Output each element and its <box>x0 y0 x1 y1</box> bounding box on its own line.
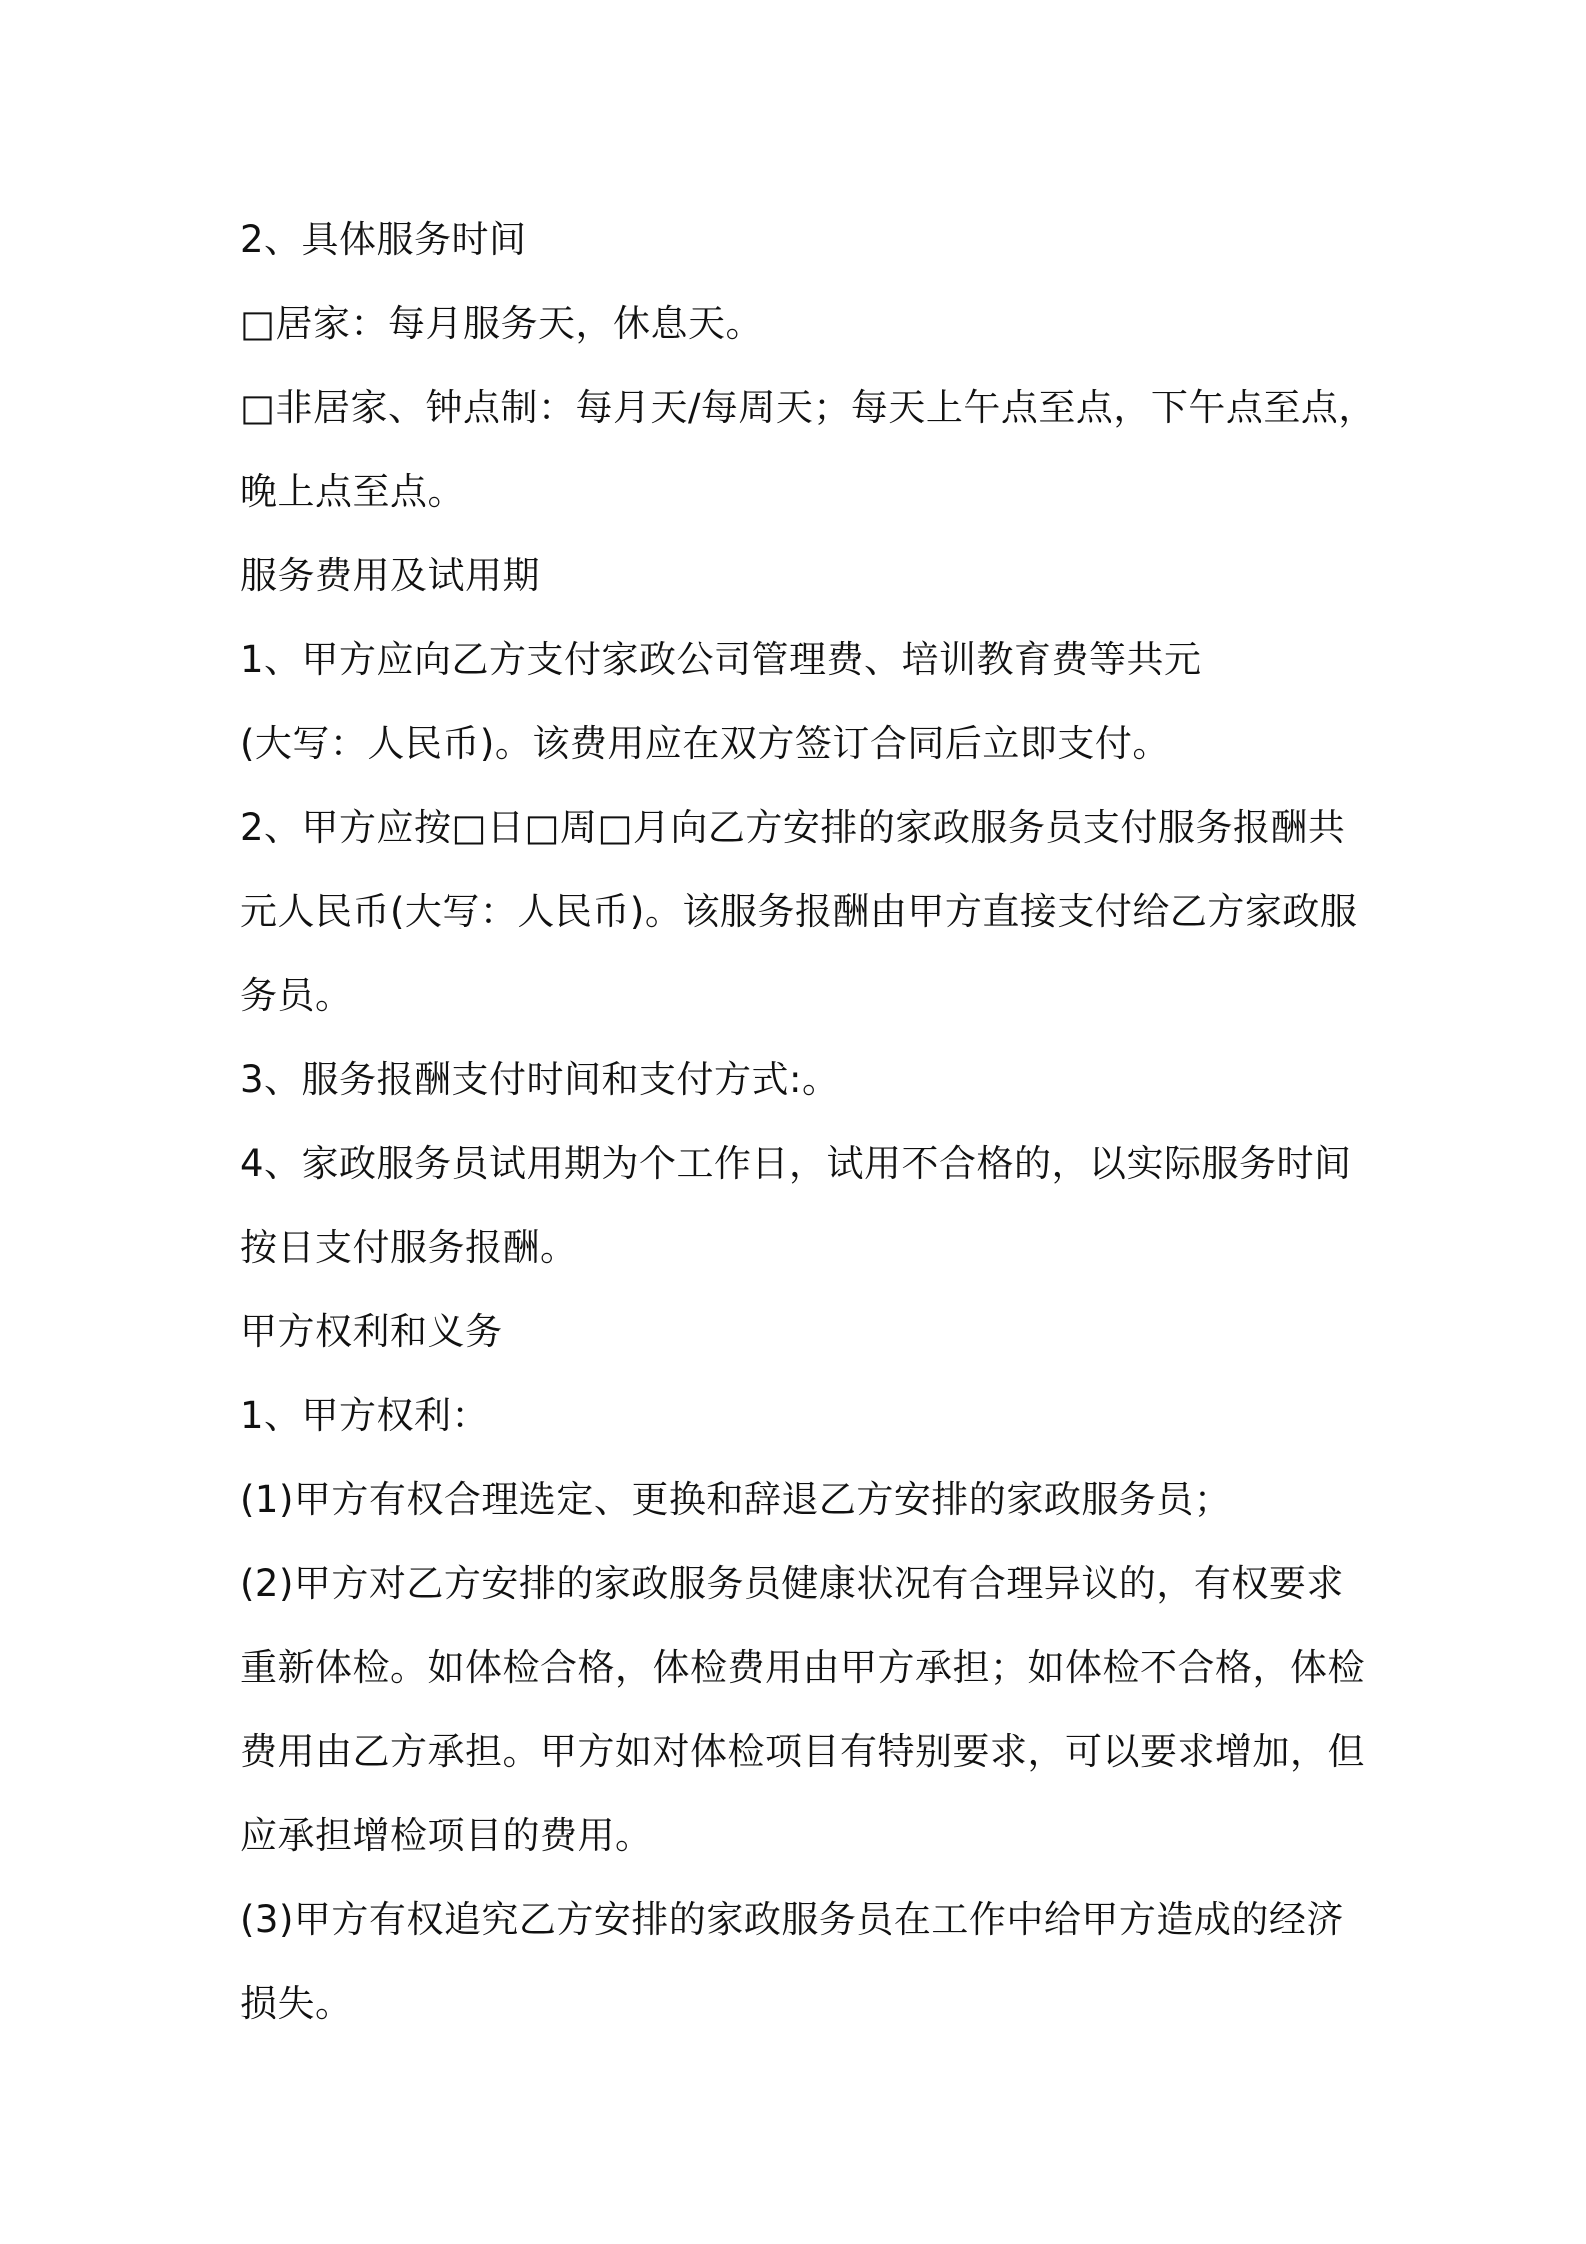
sub-clause-1: (1)甲方有权合理选定、更换和辞退乙方安排的家政服务员； <box>240 1478 1232 1521</box>
clause-payment-method: 3、服务报酬支付时间和支付方式:。 <box>240 1058 840 1101</box>
sub-clause-3: (3)甲方有权追究乙方安排的家政服务员在工作中给甲方造成的经济 <box>240 1898 1344 1941</box>
document-body <box>240 198 1376 2046</box>
clause-management-fee: 1、甲方应向乙方支付家政公司管理费、培训教育费等共元 <box>240 638 1202 681</box>
text-line: 晚上点至点。 <box>240 470 465 513</box>
section-heading-service-time: 2、具体服务时间 <box>240 218 527 261</box>
section-heading-fees-probation: 服务费用及试用期 <box>240 554 540 597</box>
text-line: 费用由乙方承担。甲方如对体检项目有特别要求，可以要求增加，但 <box>240 1730 1365 1773</box>
text-line: 损失。 <box>240 1982 353 2025</box>
section-heading-rights-obligations: 甲方权利和义务 <box>240 1310 503 1353</box>
clause-party-a-rights: 1、甲方权利： <box>240 1394 490 1437</box>
sub-clause-2: (2)甲方对乙方安排的家政服务员健康状况有合理异议的，有权要求 <box>240 1562 1344 1605</box>
text-line: (大写：人民币)。该费用应在双方签订合同后立即支付。 <box>240 722 1170 765</box>
text-line: 按日支付服务报酬。 <box>240 1226 578 1269</box>
text-line: 重新体检。如体检合格，体检费用由甲方承担；如体检不合格，体检 <box>240 1646 1365 1689</box>
option-home-service: □居家：每月服务天，休息天。 <box>240 302 763 345</box>
clause-service-payment: 2、甲方应按□日□周□月向乙方安排的家政服务员支付服务报酬共 <box>240 806 1346 849</box>
clause-probation: 4、家政服务员试用期为个工作日，试用不合格的，以实际服务时间 <box>240 1142 1352 1185</box>
option-non-home-hourly: □非居家、钟点制：每月天/每周天；每天上午点至点，下午点至点， <box>240 386 1376 429</box>
text-line: 应承担增检项目的费用。 <box>240 1814 653 1857</box>
text-line: 务员。 <box>240 974 353 1017</box>
text-line: 元人民币(大写：人民币)。该服务报酬由甲方直接支付给乙方家政服 <box>240 890 1358 933</box>
